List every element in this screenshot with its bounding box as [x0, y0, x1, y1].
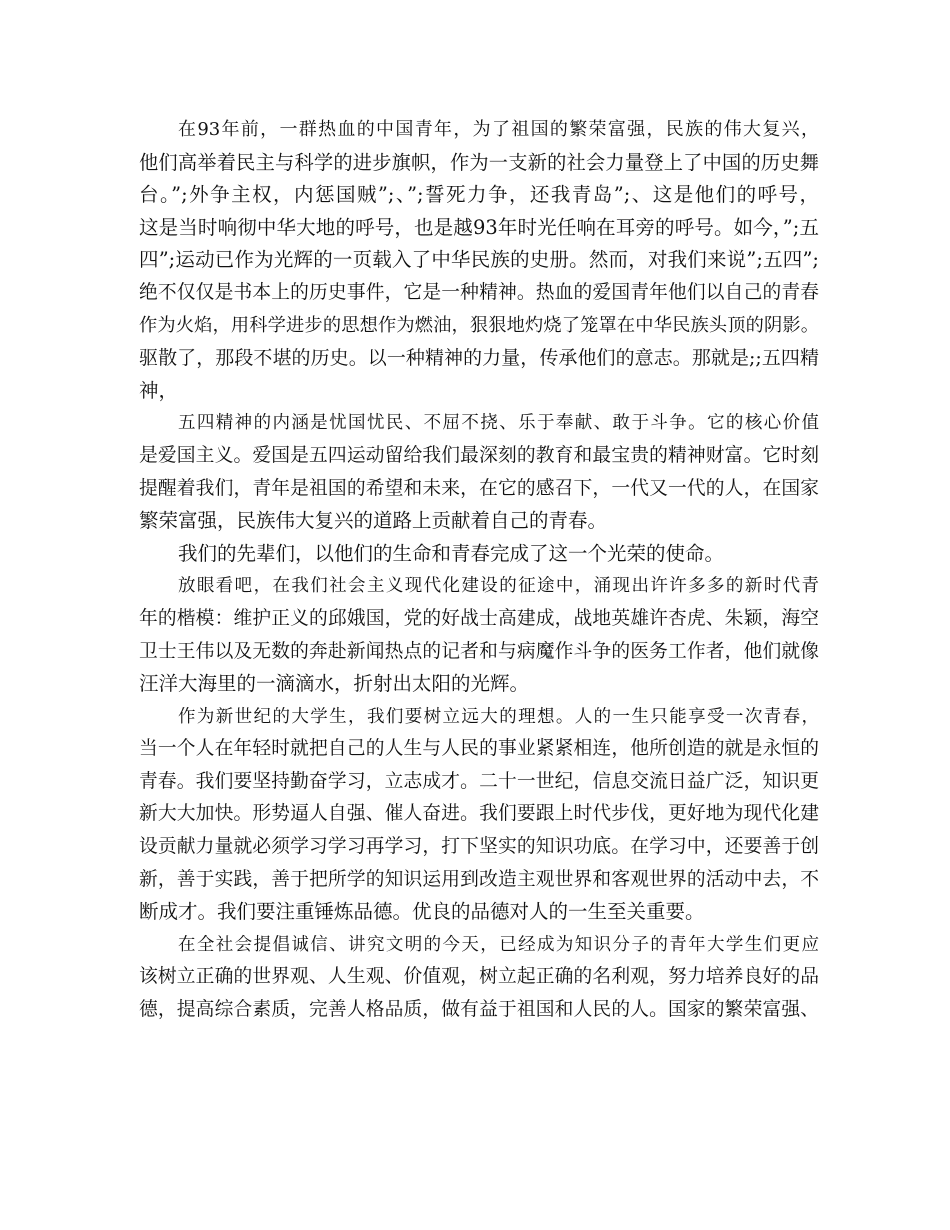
text-line: 五四精神的内涵是忧国忧民、不屈不挠、乐于奉献、敢于斗争。它的核心价值 — [178, 413, 819, 434]
paragraph-2 — [139, 407, 819, 537]
text-line: 在93年前，一群热血的中国青年，为了祖国的繁荣富强，民族的伟大复兴， — [178, 119, 819, 140]
paragraph-3 — [139, 538, 819, 571]
text-line: 当一个人在年轻时就把自己的人生与人民的事业紧紧相连，他所创造的就是永恒的 — [139, 738, 819, 760]
text-line: 提醒着我们，青年是祖国的希望和未来，在它的感召下，一代又一代的人，在国家 — [139, 477, 819, 499]
text-line: 四”;运动已作为光辉的一页载入了中华民族的史册。然而，对我们来说”;五四”; — [139, 248, 819, 272]
text-line: 是爱国主义。爱国是五四运动留给我们最深刻的教育和最宝贵的精神财富。它时刻 — [139, 444, 819, 466]
text-line: 德，提高综合素质，完善人格品质，做有益于祖国和人民的人。国家的繁荣富强、 — [139, 999, 819, 1021]
text-line: 在全社会提倡诚信、讲究文明的今天，已经成为知识分子的青年大学生们更应 — [178, 934, 819, 955]
text-line: 放眼看吧，在我们社会主义现代化建设的征途中，涌现出许许多多的新时代青 — [178, 576, 819, 597]
paragraph-4 — [139, 570, 819, 700]
text-line: 新大大加快。形势逼人自强、催人奋进。我们要跟上时代步伐，更好地为现代化建 — [139, 803, 819, 825]
text-line: 神， — [139, 378, 179, 402]
text-line: 断成才。我们要注重锤炼品德。优良的品德对人的一生至关重要。 — [139, 900, 705, 924]
text-line: 他们高举着民主与科学的进步旗帜，作为一支新的社会力量登上了中国的历史舞 — [139, 150, 819, 174]
text-line: 年的楷模：维护正义的邱娥国，党的好战士高建成，战地英雄许杏虎、朱颖，海空 — [139, 607, 819, 629]
text-line: 作为火焰，用科学进步的思想作为燃油，狠狠地灼烧了笼罩在中华民族头顶的阴影。 — [139, 314, 819, 336]
text-line: 台。”;外争主权，内惩国贼”;、”;誓死力争，还我青岛”;、这是他们的呼号， — [139, 183, 819, 207]
text-line: 该树立正确的世界观、人生观、价值观，树立起正确的名利观，努力培养良好的品 — [139, 966, 819, 988]
text-line: 繁荣富强，民族伟大复兴的道路上贡献着自己的青春。 — [139, 509, 608, 533]
text-line: 这是当时响彻中华大地的呼号，也是越93年时光任响在耳旁的呼号。如今，”;五 — [139, 215, 819, 239]
text-line: 汪洋大海里的一滴滴水，折射出太阳的光辉。 — [139, 672, 530, 696]
text-line: 驱散了，那段不堪的历史。以一种精神的力量，传承他们的意志。那就是;;五四精 — [139, 347, 819, 370]
text-line: 卫士王伟以及无数的奔赴新闻热点的记者和与病魔作斗争的医务工作者，他们就像 — [139, 640, 819, 662]
document-body — [139, 114, 819, 1027]
text-line: 我们的先辈们，以他们的生命和青春完成了这一个光荣的使命。 — [178, 541, 725, 565]
paragraph-5 — [139, 701, 819, 929]
text-line: 绝不仅仅是书本上的历史事件，它是一种精神。热血的爱国青年他们以自己的青春 — [139, 281, 819, 303]
text-line: 设贡献力量就必须学习学习再学习，打下坚实的知识功底。在学习中，还要善于创 — [139, 836, 819, 858]
paragraph-6 — [139, 929, 819, 1027]
text-line: 新，善于实践，善于把所学的知识运用到改造主观世界和客观世界的活动中去，不 — [139, 868, 819, 890]
text-line: 青春。我们要坚持勤奋学习，立志成才。二十一世纪，信息交流日益广泛，知识更 — [139, 770, 819, 792]
paragraph-1 — [139, 114, 819, 407]
text-line: 作为新世纪的大学生，我们要树立远大的理想。人的一生只能享受一次青春， — [178, 706, 819, 727]
